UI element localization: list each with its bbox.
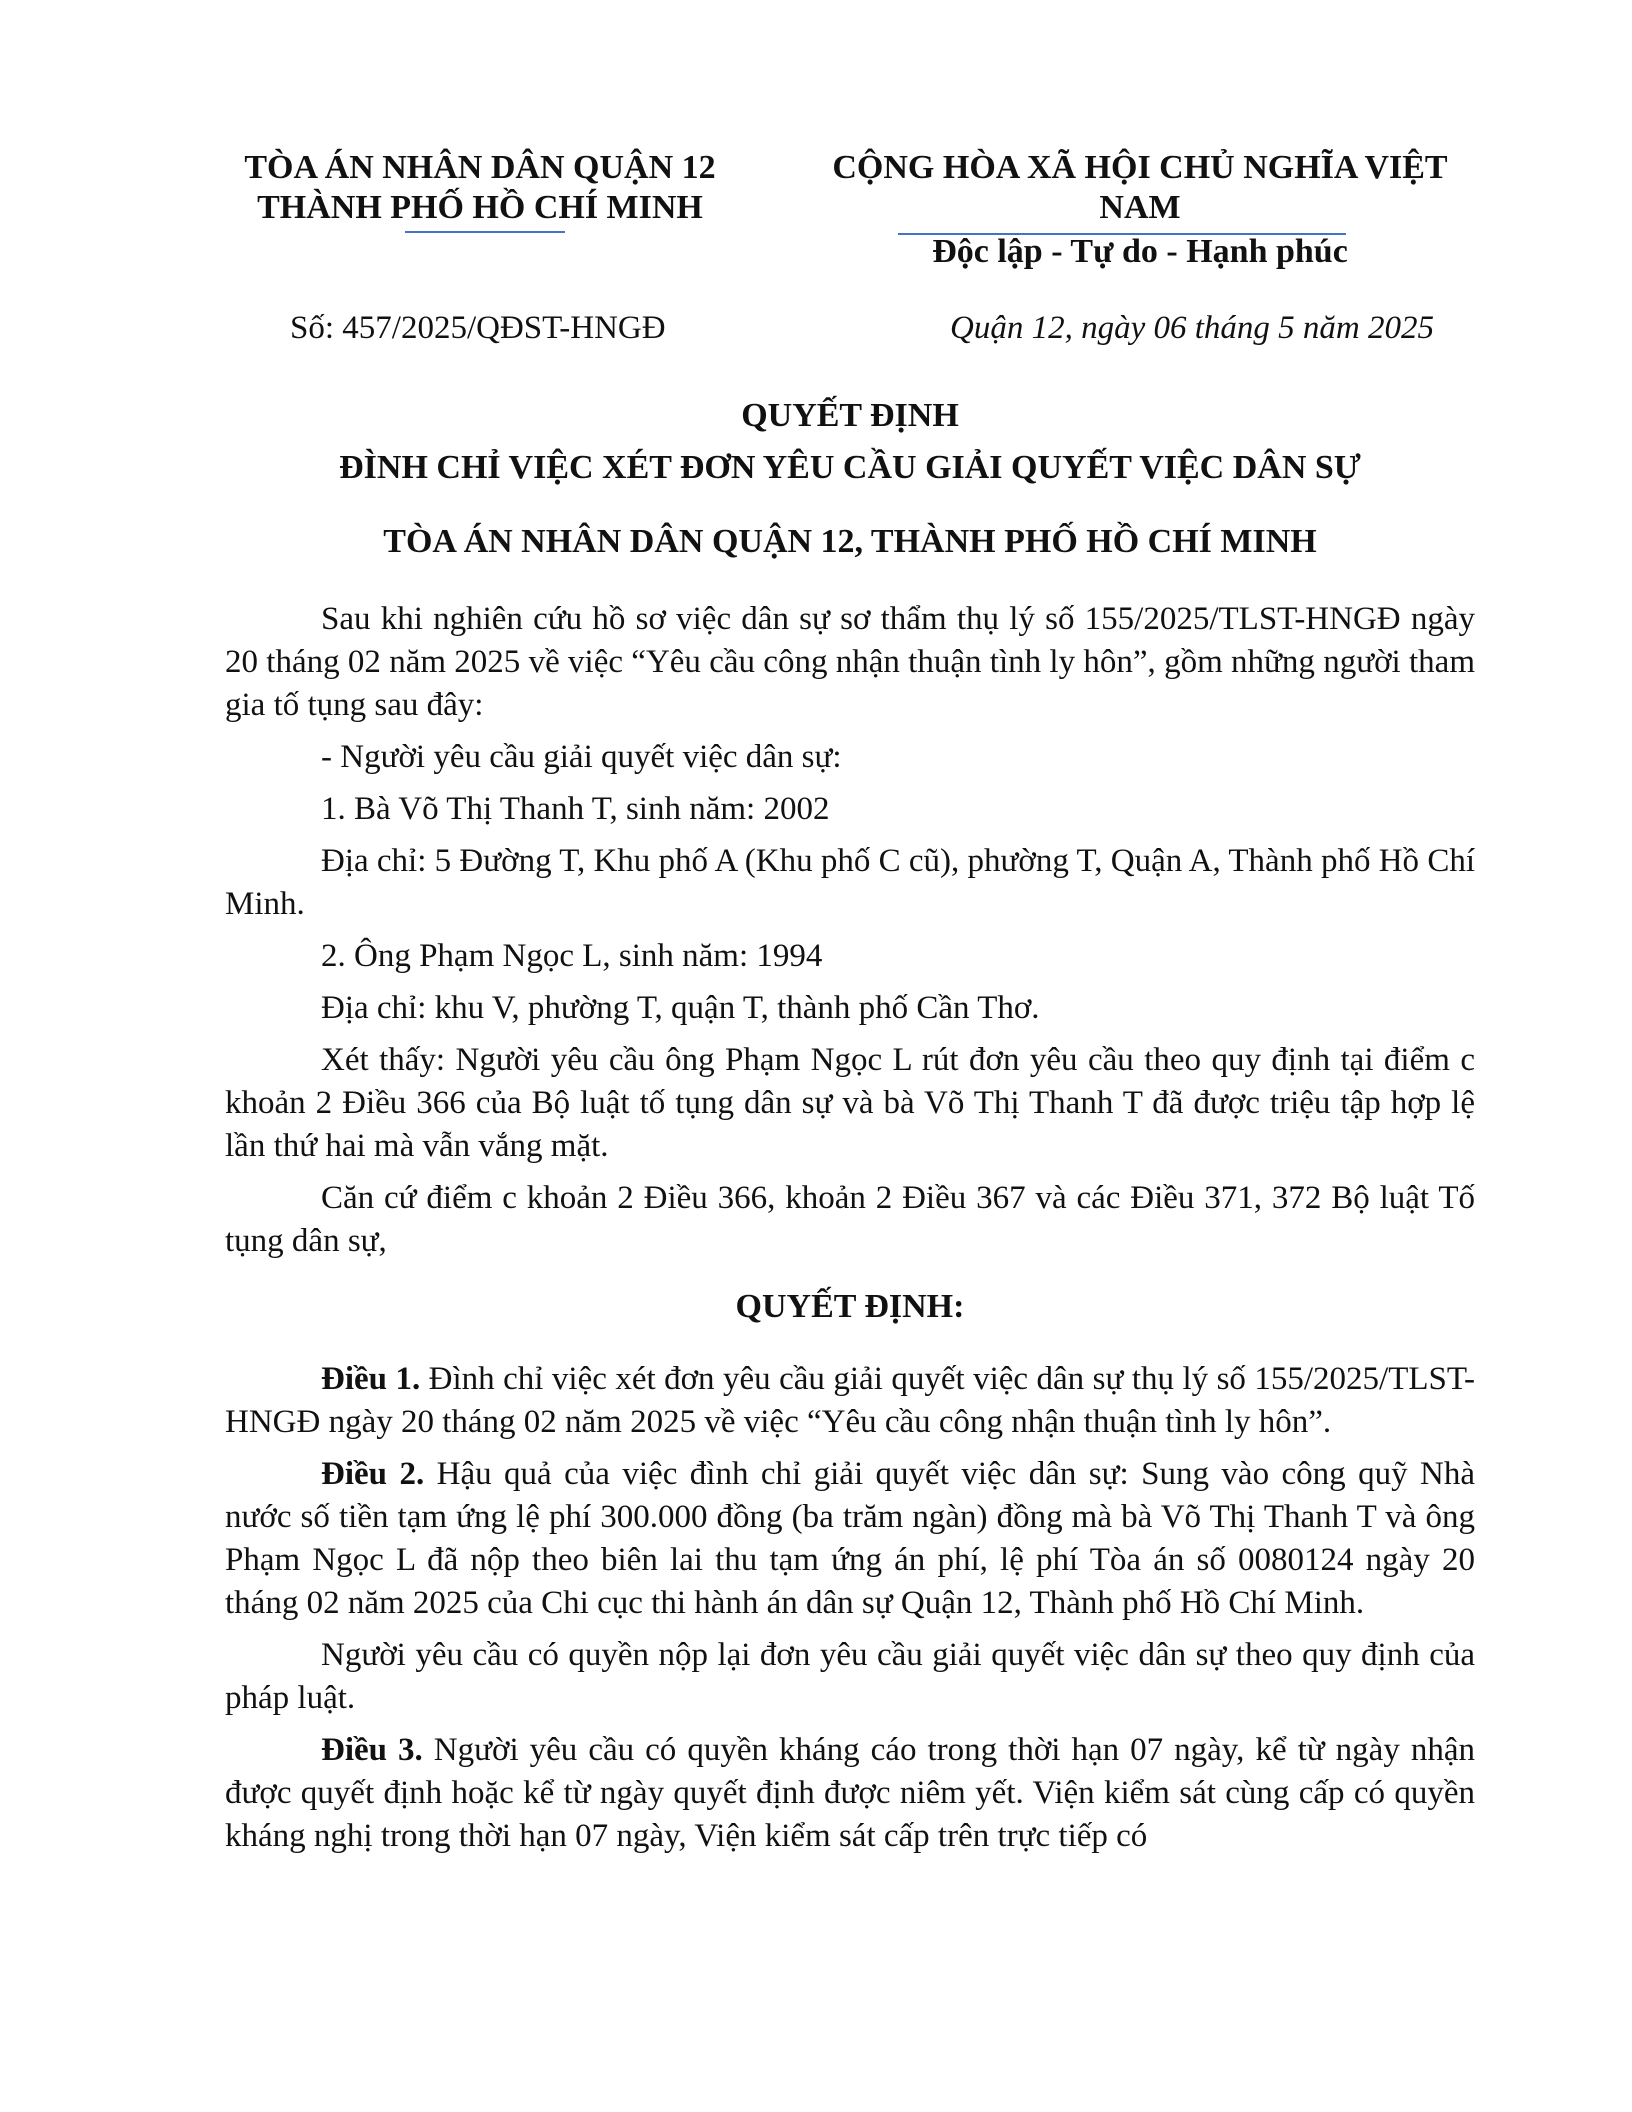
document-subtitle: ĐÌNH CHỈ VIỆC XÉT ĐƠN YÊU CẦU GIẢI QUYẾT VIỆC DÂN SỰ bbox=[339, 449, 1361, 486]
article-3 bbox=[225, 1729, 1475, 1858]
court-name-line2: THÀNH PHỐ HỒ CHÍ MINH bbox=[257, 189, 703, 226]
intro-paragraph: Sau khi nghiên cứu hồ sơ việc dân sự sơ thẩm thụ lý số 155/2025/TLST-HNGĐ ngày 20 tháng 02 năm 2025 về việc “Yêu cầu công nhận thuận tình ly hôn”, gồm những người tham gia tố tụng sau đây: bbox=[225, 601, 1475, 723]
article-2-label: Điều 2. bbox=[321, 1456, 425, 1492]
decision-number: Số: 457/2025/QĐST-HNGĐ bbox=[290, 310, 666, 346]
petitioner-2: 2. Ông Phạm Ngọc L, sinh năm: 1994 bbox=[321, 938, 823, 974]
article-1 bbox=[225, 1358, 1475, 1444]
court-name-block bbox=[220, 148, 740, 228]
national-heading-line2: NAM bbox=[1099, 189, 1181, 226]
national-heading-block bbox=[780, 148, 1500, 228]
court-name-underline bbox=[405, 231, 565, 233]
petitioner-1-address: Địa chỉ: 5 Đường T, Khu phố A (Khu phố C cũ), phường T, Quận A, Thành phố Hồ Chí Minh. bbox=[225, 843, 1475, 922]
petitioner-2-address: Địa chỉ: khu V, phường T, quận T, thành phố Cần Thơ. bbox=[321, 990, 1040, 1026]
petitioners-label: - Người yêu cầu giải quyết việc dân sự: bbox=[321, 739, 842, 775]
article-3-label: Điều 3. bbox=[321, 1732, 423, 1768]
national-motto: Độc lập - Tự do - Hạnh phúc bbox=[932, 233, 1348, 270]
article-3-text: Người yêu cầu có quyền kháng cáo trong thời hạn 07 ngày, kể từ ngày nhận được quyết định hoặc kể từ ngày quyết định được niêm yết. Viện kiểm sát cùng cấp có quyền kháng nghị trong thời hạn 07 ngày, Viện kiểm sát cấp trên trực tiếp có bbox=[225, 1732, 1476, 1854]
document-title: QUYẾT ĐỊNH bbox=[741, 397, 959, 434]
petitioner-1: 1. Bà Võ Thị Thanh T, sinh năm: 2002 bbox=[321, 791, 830, 827]
article-2-note: Người yêu cầu có quyền nộp lại đơn yêu cầu giải quyết việc dân sự theo quy định của pháp luật. bbox=[225, 1637, 1475, 1716]
article-2 bbox=[225, 1453, 1475, 1625]
document-body bbox=[225, 598, 1475, 1867]
article-2-text: Hậu quả của việc đình chỉ giải quyết việc dân sự: Sung vào công quỹ Nhà nước số tiền tạm ứng lệ phí 300.000 đồng (ba trăm ngàn) đồng mà bà Võ Thị Thanh T và ông Phạm Ngọc L đã nộp theo biên lai thu tạm ứng án phí, lệ phí Tòa án số 0080124 ngày 20 tháng 02 năm 2025 của Chi cục thi hành án dân sự Quận 12, Thành phố Hồ Chí Minh. bbox=[225, 1456, 1476, 1621]
issuing-court: TÒA ÁN NHÂN DÂN QUẬN 12, THÀNH PHỐ HỒ CHÍ MINH bbox=[383, 523, 1317, 560]
court-name-line1: TÒA ÁN NHÂN DÂN QUẬN 12 bbox=[244, 149, 716, 186]
finding-paragraph: Xét thấy: Người yêu cầu ông Phạm Ngọc L rút đơn yêu cầu theo quy định tại điểm c khoản 2 Điều 366 của Bộ luật tố tụng dân sự và bà Võ Thị Thanh T đã được triệu tập hợp lệ lần thứ hai mà vẫn vắng mặt. bbox=[225, 1042, 1475, 1164]
article-1-text: Đình chỉ việc xét đơn yêu cầu giải quyết việc dân sự thụ lý số 155/2025/TLST-HNGĐ ngày 20 tháng 02 năm 2025 về việc “Yêu cầu công nhận thuận tình ly hôn”. bbox=[225, 1361, 1475, 1440]
legal-basis-paragraph: Căn cứ điểm c khoản 2 Điều 366, khoản 2 Điều 367 và các Điều 371, 372 Bộ luật Tố tụng dân sự, bbox=[225, 1180, 1475, 1259]
issue-date: Quận 12, ngày 06 tháng 5 năm 2025 bbox=[950, 310, 1434, 346]
national-heading-line1: CỘNG HÒA XÃ HỘI CHỦ NGHĨA VIỆT bbox=[832, 149, 1448, 186]
article-1-label: Điều 1. bbox=[321, 1361, 421, 1397]
decision-heading: QUYẾT ĐỊNH: bbox=[735, 1288, 965, 1325]
